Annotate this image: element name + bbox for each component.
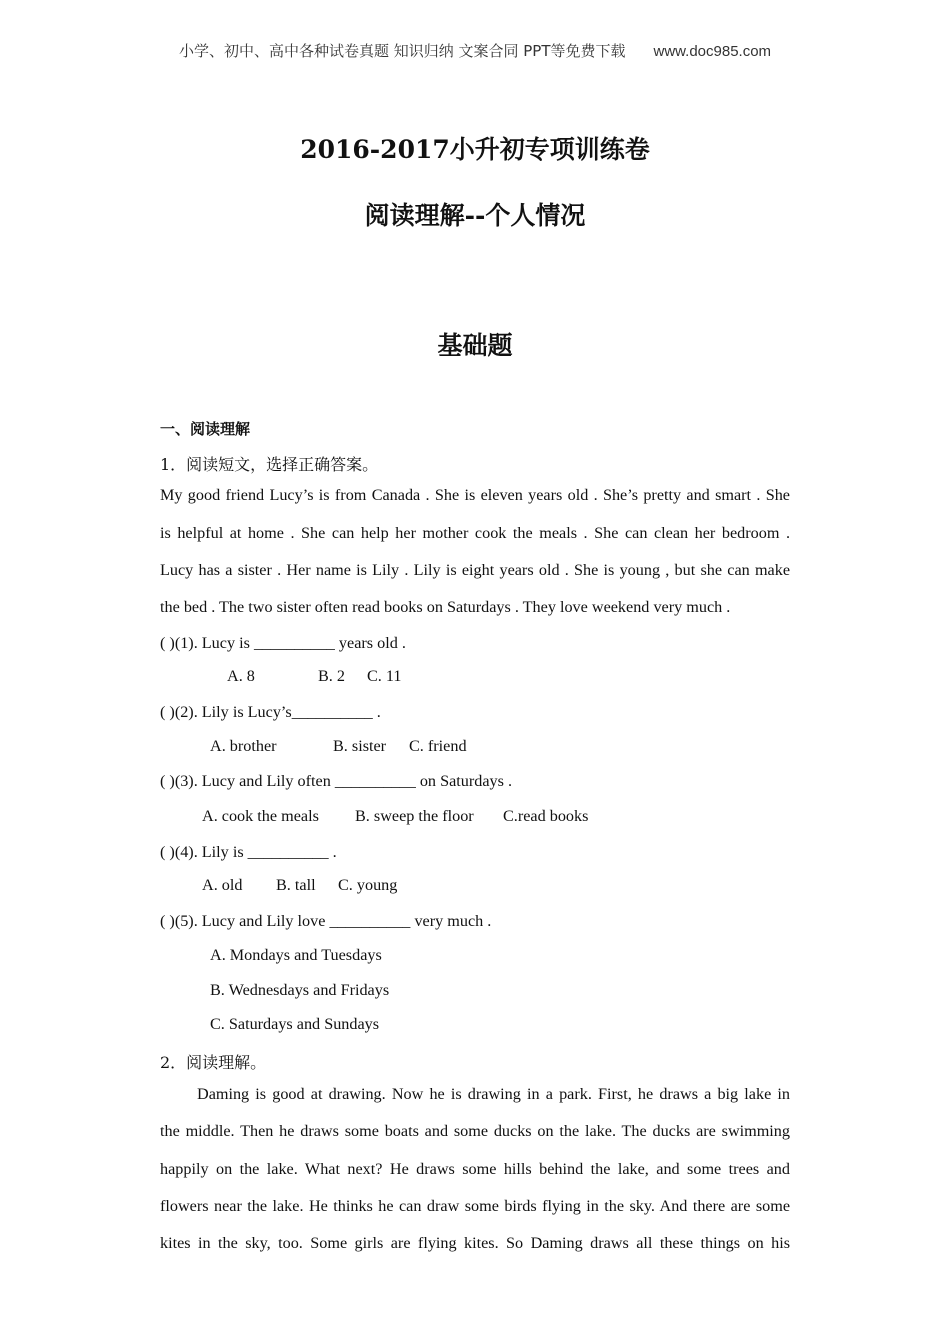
q2-instruction: 2．阅读理解。 — [160, 1053, 267, 1072]
option-c: C. friend — [409, 737, 467, 755]
q1-instruction: 1．阅读短文，选择正确答案。 — [160, 455, 379, 474]
q2-passage-line: Daming is good at drawing. Now he is drawing in a park. First, he draws a big lake in — [197, 1085, 790, 1103]
option-b: B. Wednesdays and Fridays — [210, 981, 390, 999]
page-subtitle: 阅读理解--个人情况 — [364, 201, 586, 230]
section-title: 基础题 — [437, 331, 513, 360]
q2-passage-line: the middle. Then he draws some boats and some ducks on the lake. The ducks are swimming — [160, 1122, 790, 1140]
option-c: C. Saturdays and Sundays — [210, 1015, 380, 1033]
q1-passage-line: the bed . The two sister often read books on Saturdays . They love weekend very much . — [160, 598, 731, 616]
q2-passage-line: flowers near the lake. He thinks he can draw some birds flying in the sky. And there are some — [160, 1197, 790, 1215]
option-b: B. 2 — [318, 667, 345, 685]
option-a: A. Mondays and Tuesdays — [210, 946, 382, 964]
option-a: A. brother — [210, 737, 277, 755]
q2-passage-line: kites in the sky, too. Some girls are flying kites. So Daming draws all these things on his — [160, 1234, 790, 1252]
option-a: A. 8 — [227, 667, 255, 685]
q1-passage-line: My good friend Lucy’s is from Canada . She is eleven years old . She’s pretty and smart . She — [160, 486, 790, 504]
question-stem: ( )(5). Lucy and Lily love __________ very much . — [160, 912, 492, 930]
option-c: C. 11 — [367, 667, 402, 685]
question-stem: ( )(2). Lily is Lucy’s__________ . — [160, 703, 381, 721]
option-a: A. old — [202, 876, 243, 894]
option-c: C.read books — [503, 807, 589, 825]
header-text: 小学、初中、高中各种试卷真题 知识归纳 文案合同 PPT等免费下载 — [178, 42, 626, 60]
header-site-link[interactable]: www.doc985.com — [653, 43, 772, 60]
q1-passage-line: Lucy has a sister . Her name is Lily . Lily is eight years old . She is young , but she can make — [160, 561, 790, 579]
option-b: B. tall — [276, 876, 316, 894]
page-title: 2016-2017小升初专项训练卷 — [300, 135, 650, 164]
option-b: B. sweep the floor — [355, 807, 474, 825]
q1-passage-line: is helpful at home . She can help her mother cook the meals . She can clean her bedroom . — [160, 524, 790, 542]
q2-passage-line: happily on the lake. What next? He draws some hills behind the lake, and some trees and — [160, 1160, 790, 1178]
option-b: B. sister — [333, 737, 387, 755]
question-stem: ( )(4). Lily is __________ . — [160, 843, 337, 861]
question-stem: ( )(3). Lucy and Lily often __________ on Saturdays . — [160, 772, 513, 790]
option-a: A. cook the meals — [202, 807, 319, 825]
option-c: C. young — [338, 876, 398, 894]
question-stem: ( )(1). Lucy is __________ years old . — [160, 634, 406, 652]
page-header — [0, 40, 950, 61]
part1-heading: 一、阅读理解 — [160, 420, 251, 438]
